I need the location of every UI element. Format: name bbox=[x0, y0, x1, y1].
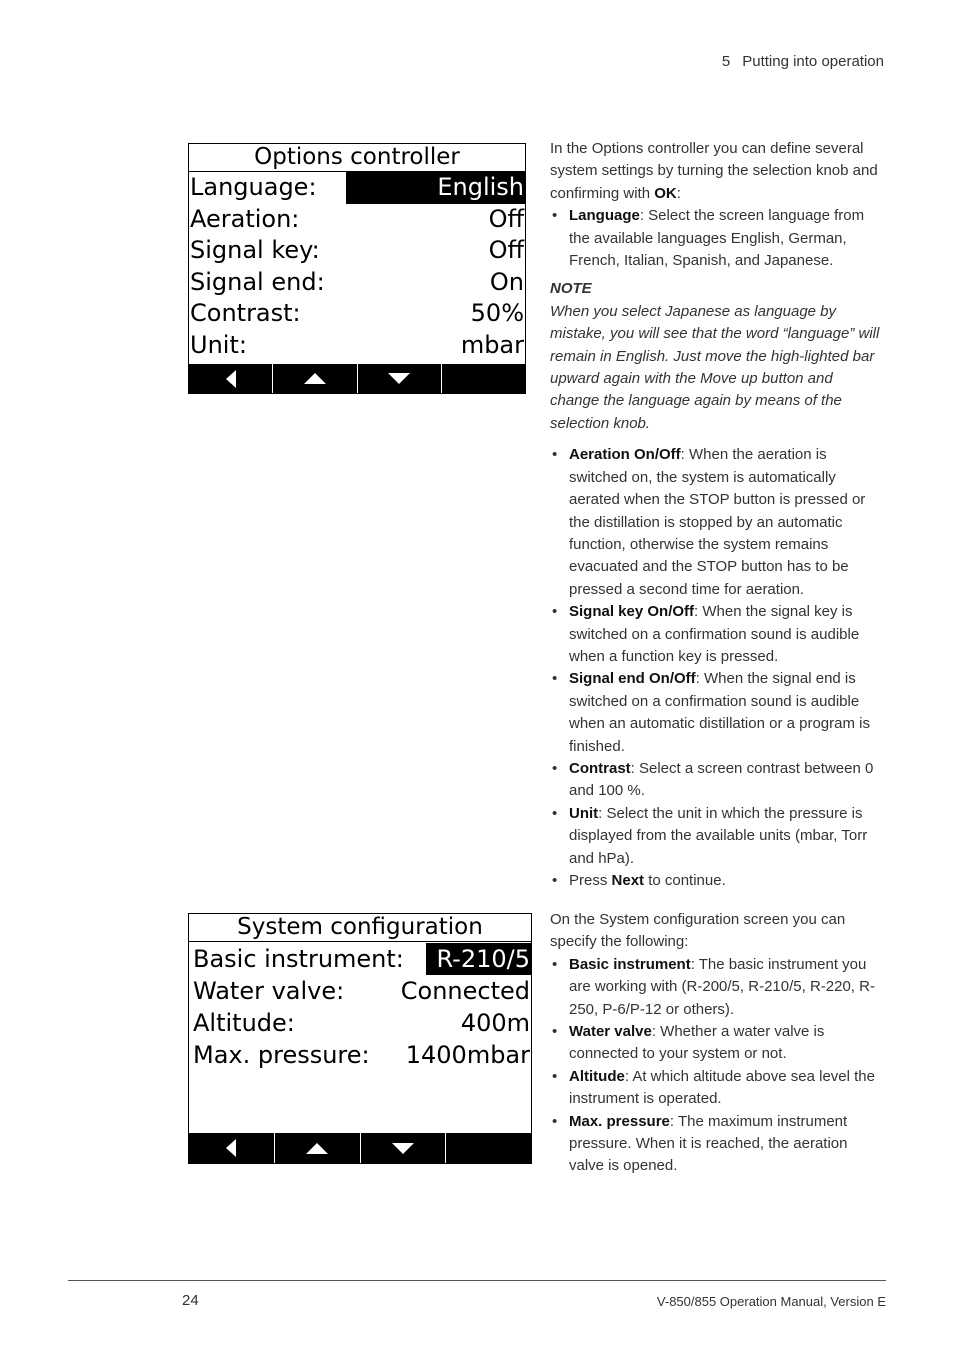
list-item: • Contrast: Select a screen contrast between 0 and 100 %. bbox=[550, 758, 880, 803]
move-up-button[interactable] bbox=[275, 1133, 361, 1163]
setting-value-selected: R-210/5 bbox=[426, 943, 531, 975]
setting-label: Contrast: bbox=[190, 299, 301, 327]
chapter-number: 5 bbox=[721, 53, 731, 70]
list-item: • Signal key On/Off: When the signal key is switched on a confirmation sound is audible when a function key is pressed. bbox=[550, 601, 880, 668]
softkey-bar bbox=[189, 1133, 531, 1163]
arrow-up-icon bbox=[306, 1143, 328, 1154]
system-configuration-screen bbox=[188, 913, 532, 1164]
manual-title: V-850/855 Operation Manual, Version E bbox=[656, 1294, 886, 1309]
setting-value: 50% bbox=[470, 299, 524, 327]
setting-label: Basic instrument: bbox=[193, 945, 404, 973]
config-list bbox=[550, 954, 880, 1178]
arrow-left-icon bbox=[226, 370, 236, 388]
list-item: • Altitude: At which altitude above sea level the instrument is operated. bbox=[550, 1066, 880, 1111]
back-button[interactable] bbox=[189, 364, 273, 393]
setting-row-unit[interactable] bbox=[189, 330, 525, 362]
setting-label: Aeration: bbox=[190, 204, 300, 233]
list-item: • Unit: Select the unit in which the pressure is displayed from the available units (mbar, Torr and hPa). bbox=[550, 803, 880, 870]
note-text: When you select Japanese as language by mistake, you will see that the word “language” will remain in English. Just move the high-lighted bar upward again with the Move up button and change the language again by means of the selection knob. bbox=[550, 302, 880, 432]
options-list-b bbox=[550, 444, 880, 892]
arrow-down-icon bbox=[392, 1143, 414, 1154]
setting-row-altitude[interactable] bbox=[189, 1007, 531, 1039]
setting-row-signal-key[interactable] bbox=[189, 235, 525, 267]
setting-label: Signal end: bbox=[190, 267, 325, 296]
list-item: • Signal end On/Off: When the signal end is switched on a confirmation sound is audible when an automatic distillation or a program is finished. bbox=[550, 668, 880, 758]
move-down-button[interactable] bbox=[358, 364, 442, 393]
options-controller-screen bbox=[188, 143, 526, 394]
note-heading: NOTE bbox=[550, 280, 592, 298]
move-down-button[interactable] bbox=[361, 1133, 447, 1163]
setting-label: Max. pressure: bbox=[193, 1041, 370, 1069]
move-up-button[interactable] bbox=[273, 364, 357, 393]
setting-row-basic-instrument[interactable] bbox=[189, 943, 531, 975]
list-item: • Basic instrument: The basic instrument you are working with (R-200/5, R-210/5, R-220, R-250, P-6/P-12 or others). bbox=[550, 954, 880, 1021]
setting-row-max-pressure[interactable] bbox=[189, 1039, 531, 1071]
setting-row-language[interactable] bbox=[189, 172, 525, 204]
next-button[interactable] bbox=[442, 364, 525, 393]
setting-value: On bbox=[489, 267, 524, 296]
setting-value: 1400mbar bbox=[405, 1041, 530, 1069]
intro-paragraph: In the Options controller you can define several system settings by turning the selection knob and confirming with OK: bbox=[550, 140, 878, 202]
arrow-left-icon bbox=[226, 1139, 236, 1157]
back-button[interactable] bbox=[189, 1133, 275, 1163]
page-header bbox=[722, 53, 884, 70]
list-item: • Water valve: Whether a water valve is connected to your system or not. bbox=[550, 1021, 880, 1066]
options-list-a bbox=[550, 205, 880, 272]
arrow-up-icon bbox=[304, 373, 326, 384]
setting-label: Signal key: bbox=[190, 236, 320, 264]
list-item: • Aeration On/Off: When the aeration is switched on, the system is automatically aerated when the STOP button is pressed or the distillation is stopped by an automatic function, otherwise the system remains evacuated and the STOP button has to be pressed a second time for aeration. bbox=[550, 444, 880, 601]
setting-label: Altitude: bbox=[193, 1009, 295, 1037]
footer-divider bbox=[68, 1280, 886, 1281]
next-button[interactable] bbox=[446, 1133, 531, 1163]
list-item: • Language: Select the screen language from the available languages English, German, French, Italian, Spanish, and Japanese. bbox=[550, 205, 880, 272]
options-description bbox=[550, 138, 880, 892]
setting-label: Water valve: bbox=[193, 977, 345, 1005]
list-item: • Press Next to continue. bbox=[550, 870, 880, 892]
system-config-description bbox=[550, 909, 880, 1178]
list-item: • Max. pressure: The maximum instrument pressure. When it is reached, the aeration valve is opened. bbox=[550, 1111, 880, 1178]
screen-title: System configuration bbox=[189, 914, 531, 942]
setting-label: Unit: bbox=[190, 330, 247, 359]
setting-value: 400m bbox=[460, 1009, 530, 1037]
setting-label: Language: bbox=[190, 173, 317, 201]
setting-row-contrast[interactable] bbox=[189, 298, 525, 330]
setting-value: Off bbox=[488, 236, 524, 264]
setting-value: Connected bbox=[400, 977, 530, 1005]
screen-title: Options controller bbox=[189, 144, 525, 172]
setting-row-aeration[interactable] bbox=[189, 204, 525, 236]
setting-row-water-valve[interactable] bbox=[189, 975, 531, 1007]
setting-value: Off bbox=[488, 204, 524, 233]
setting-value: mbar bbox=[460, 330, 524, 359]
chapter-title: Putting into operation bbox=[742, 53, 884, 70]
setting-value-selected: English bbox=[346, 172, 525, 204]
arrow-down-icon bbox=[388, 373, 410, 384]
setting-row-signal-end[interactable] bbox=[189, 267, 525, 299]
intro-paragraph: On the System configuration screen you can specify the following: bbox=[550, 911, 846, 951]
softkey-bar bbox=[189, 364, 525, 393]
page-number: 24 bbox=[182, 1292, 199, 1309]
